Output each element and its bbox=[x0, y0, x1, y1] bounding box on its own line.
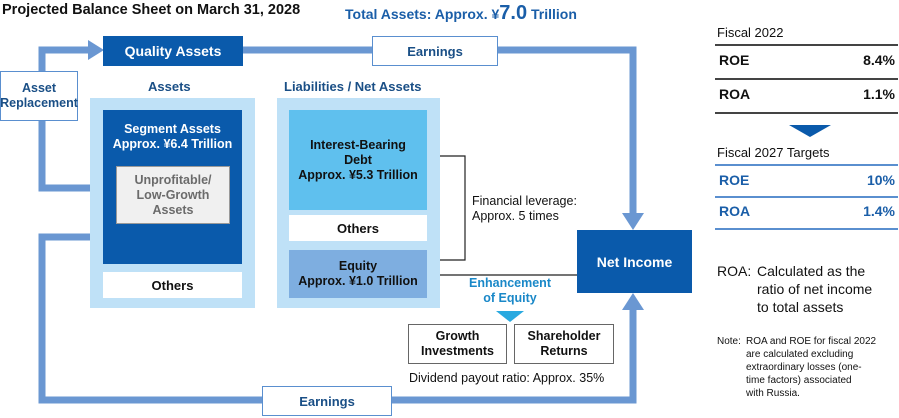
asset-replacement-box: Asset Replacement bbox=[0, 71, 78, 121]
fiscal-2022-roa-row: ROA 1.1% bbox=[719, 86, 895, 102]
financial-leverage-text: Financial leverage: Approx. 5 times bbox=[472, 194, 577, 223]
fiscal-2027-targets-label: Fiscal 2027 Targets bbox=[717, 145, 830, 160]
growth-investments-box: Growth Investments bbox=[408, 324, 507, 364]
assets-others-cell: Others bbox=[103, 272, 242, 298]
unprofitable-assets-box: Unprofitable/ Low-Growth Assets bbox=[116, 166, 230, 224]
interest-bearing-debt-box: Interest-Bearing Debt Approx. ¥5.3 Trillion bbox=[289, 110, 427, 210]
kpi-divider bbox=[715, 44, 898, 46]
earnings-top-box: Earnings bbox=[372, 36, 498, 66]
assets-heading: Assets bbox=[148, 79, 191, 94]
shareholder-returns-box: Shareholder Returns bbox=[514, 324, 614, 364]
target-roe-row: ROE 10% bbox=[719, 172, 895, 188]
earnings-bottom-box: Earnings bbox=[262, 386, 392, 416]
liabilities-others-cell: Others bbox=[289, 215, 427, 241]
kpi-divider bbox=[715, 196, 898, 198]
liabilities-heading: Liabilities / Net Assets bbox=[284, 79, 422, 94]
kpi-divider bbox=[715, 78, 898, 80]
kpi-divider bbox=[715, 112, 898, 114]
target-roa-row: ROA 1.4% bbox=[719, 203, 895, 219]
net-income-box: Net Income bbox=[577, 230, 692, 293]
segment-assets-label: Segment Assets bbox=[124, 122, 221, 136]
page-title: Projected Balance Sheet on March 31, 2028 bbox=[2, 2, 301, 18]
kpi-divider bbox=[715, 164, 898, 166]
segment-assets-value: Approx. ¥6.4 Trillion bbox=[112, 137, 233, 151]
kpi-divider bbox=[715, 228, 898, 230]
asset-replacement-arrowhead bbox=[88, 40, 104, 60]
enhancement-down-triangle bbox=[496, 311, 524, 322]
dividend-payout-text: Dividend payout ratio: Approx. 35% bbox=[409, 371, 605, 385]
earnings-bottom-arrowhead bbox=[622, 293, 644, 310]
kpi-down-arrow bbox=[789, 125, 831, 137]
roa-definition: ROA: Calculated as the ratio of net income to total assets bbox=[717, 263, 873, 315]
total-assets: Total Assets: Approx. ¥7.0 Trillion bbox=[345, 2, 577, 24]
fiscal-2022-label: Fiscal 2022 bbox=[717, 25, 784, 40]
quality-assets-box: Quality Assets bbox=[103, 36, 243, 66]
earnings-top-arrowhead bbox=[622, 213, 644, 230]
fiscal-2022-roe-row: ROE 8.4% bbox=[719, 52, 895, 68]
equity-box: Equity Approx. ¥1.0 Trillion bbox=[289, 250, 427, 298]
enhancement-of-equity-text: Enhancement of Equity bbox=[469, 276, 551, 305]
footnote: Note: ROA and ROE for fiscal 2022 are calculated excluding extraordinary losses (one- time factors) associated with Russia. bbox=[717, 336, 877, 399]
